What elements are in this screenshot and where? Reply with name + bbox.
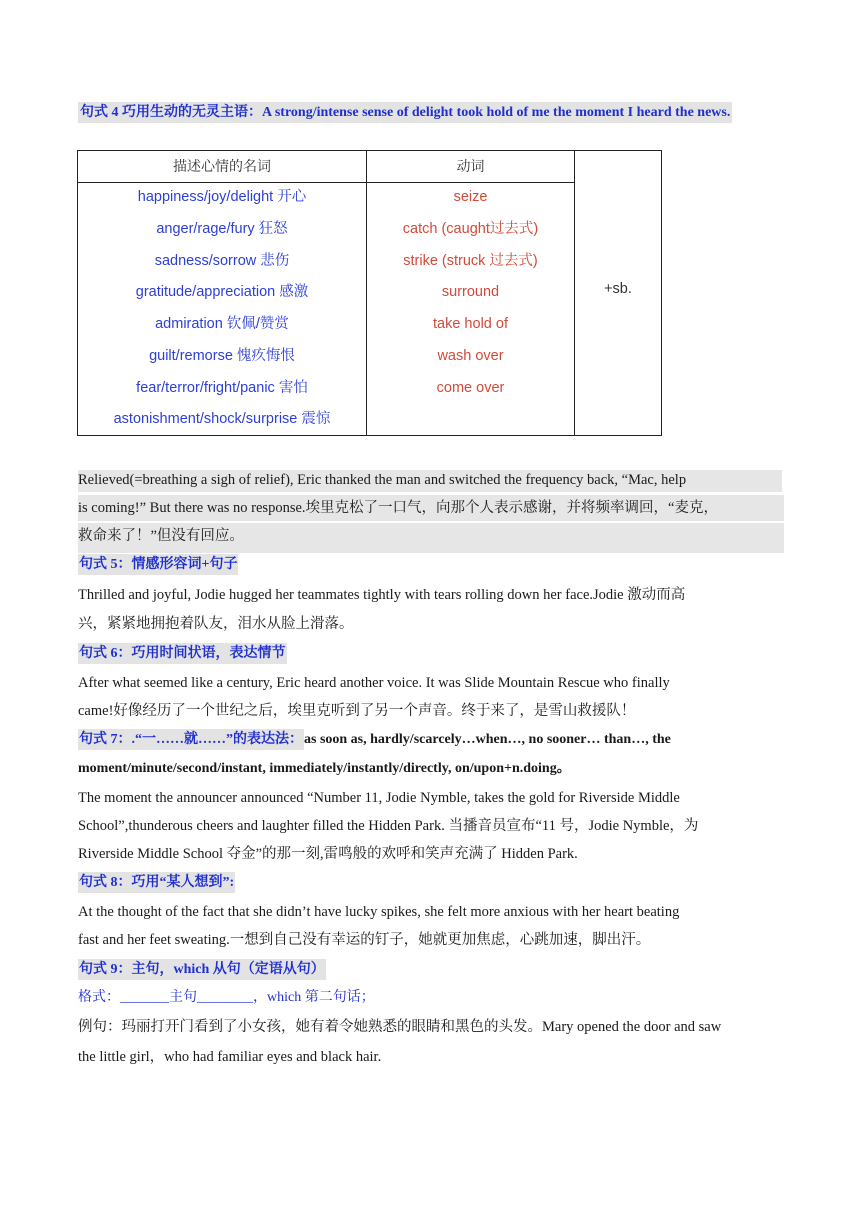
heading-9-text: 句式 9：主句，which 从句（定语从句） [78, 959, 326, 980]
heading-7-label: 句式 7：.“一……就……”的表达法： [78, 729, 304, 750]
paragraph-6-line-2: came!好像经历了一个世纪之后，埃里克听到了另一个声音。终于来了，是雪山救援队！ [78, 703, 636, 719]
paragraph-relieved-line-2: is coming!” But there was no response.埃里克松了一口气，向那个人表示感谢，并将频率调回，“麦克， [78, 500, 718, 516]
paragraph-8-line-2: fast and her feet sweating.一想到自己没有幸运的钉子，她就更加焦虑，心跳加速，脚出汗。 [78, 932, 651, 948]
table-cell-noun: anger/rage/fury 狂怒 [156, 221, 288, 237]
table-cell-verb: come over [436, 380, 505, 396]
table-cell-noun: sadness/sorrow 悲伤 [154, 253, 290, 269]
heading-7-expressions-1: as soon as, hardly/scarcely…when…, no sooner… than…, the [304, 732, 671, 747]
table-cell-verb: strike (struck 过去式) [403, 253, 538, 269]
heading-4-label: 句式 4 巧用生动的无灵主语： [80, 105, 262, 120]
heading-5-text: 句式 5：情感形容词+句子 [78, 554, 238, 575]
table-cell-noun: astonishment/shock/surprise 震惊 [113, 411, 331, 427]
heading-sentence-pattern-4 [78, 103, 732, 123]
format-line: 格式：_______主句________，which 第二句话； [78, 990, 375, 1005]
paragraph-7-line-1: The moment the announcer announced “Number 11, Jodie Nymble, takes the gold for Riverside Middle [78, 790, 680, 806]
paragraph-7-line-3: Riverside Middle School 夺金”的那一刻,雷鸣般的欢呼和笑声充满了 Hidden Park. [78, 846, 578, 862]
heading-sentence-pattern-9 [78, 960, 326, 980]
paragraph-6-line-1: After what seemed like a century, Eric heard another voice. It was Slide Mountain Rescue who finally [78, 675, 670, 691]
table-cell-noun: fear/terror/fright/panic 害怕 [136, 380, 308, 396]
heading-sentence-pattern-7 [78, 730, 671, 750]
example-line-1: 例句：玛丽打开门看到了小女孩，她有着令她熟悉的眼睛和黑色的头发。Mary opened the door and saw [78, 1019, 722, 1035]
example-line-2: the little girl，who had familiar eyes and black hair. [78, 1049, 382, 1065]
table-cell-noun: admiration 钦佩/赞赏 [155, 316, 289, 332]
paragraph-5-line-2: 兴，紧紧地拥抱着队友，泪水从脸上滑落。 [78, 616, 354, 632]
table-cell-noun: happiness/joy/delight 开心 [137, 189, 307, 205]
table-cell-verb: seize [453, 189, 488, 205]
emotion-noun-verb-table [77, 150, 662, 436]
table-cell-noun: guilt/remorse 愧疚悔恨 [149, 348, 295, 364]
paragraph-5-line-1: Thrilled and joyful, Jodie hugged her teammates tightly with tears rolling down her face.Jodie 激动而高 [78, 587, 686, 603]
table-cell-noun: gratitude/appreciation 感激 [135, 284, 309, 300]
heading-4-example: A strong/intense sense of delight took hold of me the moment I heard the news. [262, 105, 731, 120]
heading-7-expressions-2: moment/minute/second/instant, immediately/instantly/directly, on/upon+n.doing。 [78, 761, 571, 776]
table-header-verbs: 动词 [456, 158, 485, 174]
table-cell-verb: catch (caught过去式) [402, 221, 539, 237]
paragraph-relieved-line-1: Relieved(=breathing a sigh of relief), Eric thanked the man and switched the frequency back, “Mac, help [78, 472, 687, 488]
heading-8-text: 句式 8：巧用“某人想到”: [78, 872, 235, 893]
table-cell-verb: wash over [437, 348, 504, 364]
paragraph-relieved-line-3: 救命来了！”但没有回应。 [78, 528, 244, 544]
heading-6-text: 句式 6：巧用时间状语，表达情节 [78, 643, 287, 664]
heading-sentence-pattern-6 [78, 644, 287, 664]
paragraph-8-line-1: At the thought of the fact that she didn’t have lucky spikes, she felt more anxious with her heart beating [78, 904, 680, 920]
table-header-nouns: 描述心情的名词 [173, 158, 271, 174]
paragraph-7-line-2: School”,thunderous cheers and laughter filled the Hidden Park. 当播音员宣布“11 号，Jodie Nymble，为 [78, 818, 699, 834]
table-cell-object: +sb. [604, 281, 632, 297]
table-cell-verb: surround [441, 284, 500, 300]
table-cell-verb: take hold of [433, 316, 508, 332]
heading-sentence-pattern-5 [78, 555, 238, 575]
heading-sentence-pattern-8 [78, 873, 235, 893]
